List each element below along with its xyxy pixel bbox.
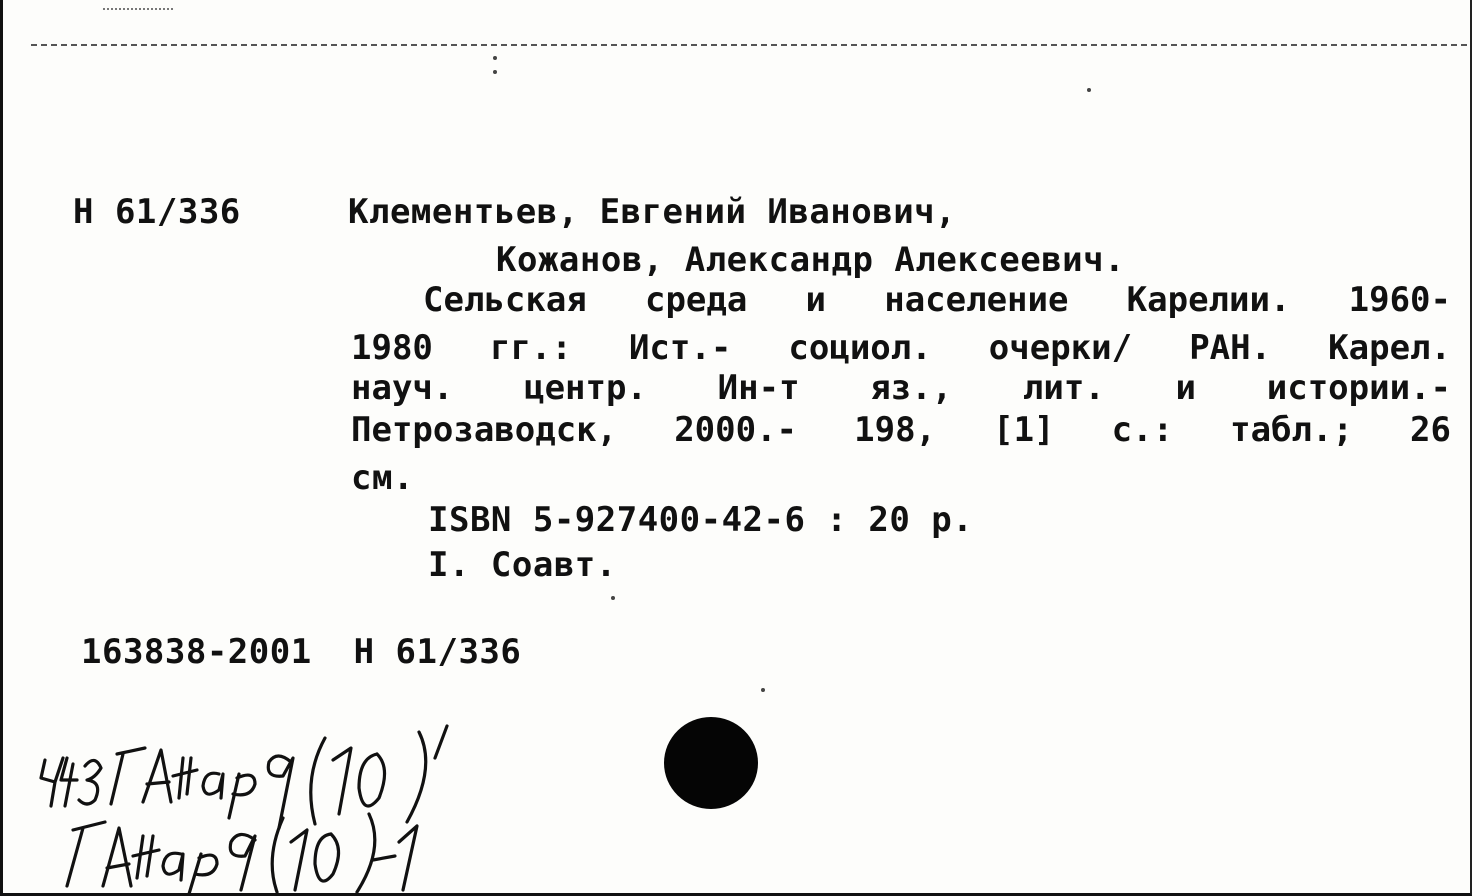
top-scratch: [103, 8, 173, 10]
speck: [493, 56, 497, 60]
isbn-line: ISBN 5-927400-42-6 : 20 р.: [428, 500, 974, 540]
author-1: Клементьев, Евгений Иванович,: [348, 192, 957, 232]
ink-blot: [664, 717, 758, 809]
description-line-2: 1980 гг.: Ист.- социол. очерки/ РАН. Карел.: [351, 328, 1451, 368]
accession-number: 163838-2001 Н 61/336: [81, 632, 522, 672]
added-entry: I. Соавт.: [428, 545, 617, 585]
top-rule: [31, 44, 1467, 46]
description-line-5: см.: [351, 458, 414, 498]
handwritten-call-number: [33, 718, 463, 893]
speck: [761, 688, 765, 692]
speck: [611, 596, 615, 600]
shelf-mark: Н 61/336: [73, 192, 241, 232]
author-2: Кожанов, Александр Алексеевич.: [496, 240, 1126, 280]
speck: [493, 70, 497, 74]
speck: [1087, 88, 1091, 92]
description-line-4: Петрозаводск, 2000.- 198, [1] с.: табл.; 26: [351, 410, 1451, 450]
description-line-3: науч. центр. Ин-т яз., лит. и истории.-: [351, 368, 1451, 408]
description-line-1: Сельская среда и население Карелии. 1960-: [423, 280, 1451, 320]
